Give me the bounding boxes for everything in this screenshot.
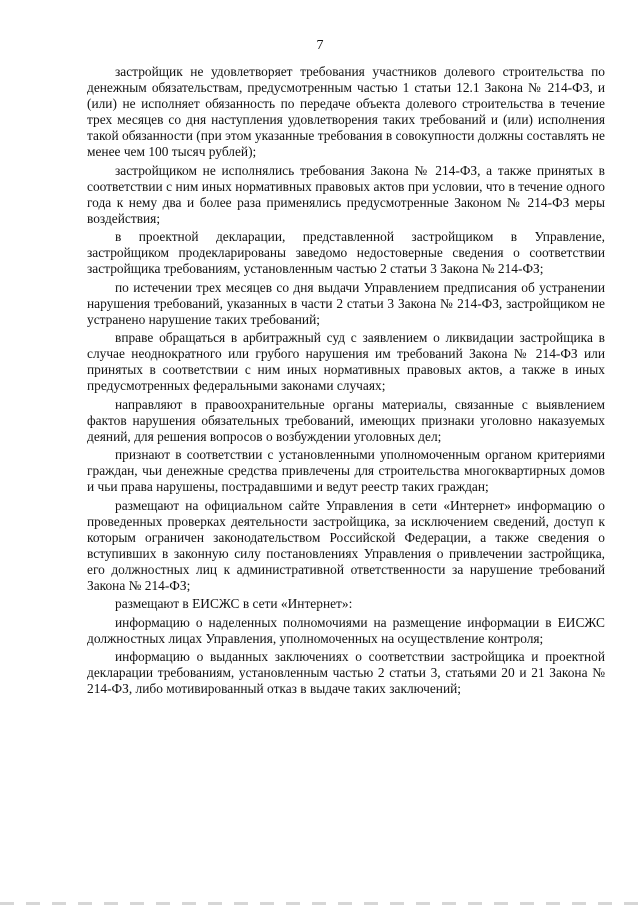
- document-body: [87, 64, 605, 700]
- paragraph-8: размещают на официальном сайте Управления в сети «Интернет» информацию о проведенных проверках деятельности застройщика, за исключением сведений, доступ к которым ограничен законодательством Российской Федерации, а также сведения о вступивших в законную силу постановлениях Управления о привлечении застройщика, его должностных лиц к административной ответственности за нарушение требований Закона № 214-ФЗ;: [87, 497, 605, 593]
- paragraph-6: направляют в правоохранительные органы материалы, связанные с выявлением фактов нарушения обязательных требований, имеющих признаки уголовно наказуемых деяний, для решения вопросов о возбуждении уголовных дел;: [87, 396, 605, 444]
- paragraph-10: информацию о наделенных полномочиями на размещение информации в ЕИСЖС должностных лицах Управления, уполномоченных на осуществление контроля;: [87, 614, 605, 646]
- page-number: 7: [316, 38, 324, 53]
- paragraph-11: информацию о выданных заключениях о соответствии застройщика и проектной декларации требованиям, установленным частью 2 статьи 3, статьями 20 и 21 Закона № 214-ФЗ, либо мотивированный отказ в выдаче таких заключений;: [87, 649, 605, 696]
- paragraph-9: размещают в ЕИСЖС в сети «Интернет»:: [115, 596, 353, 611]
- paragraph-5: вправе обращаться в арбитражный суд с заявлением о ликвидации застройщика в случае неоднократного или грубого нарушения им требований Закона № 214-ФЗ или принятых в соответствии с ним иных нормативных правовых актов, а также в иных предусмотренных федеральными законами случаях;: [87, 330, 605, 393]
- paragraph-7: признают в соответствии с установленными уполномоченным органом критериями граждан, чьи денежные средства привлечены для строительства многоквартирных домов и чьи права нарушены, пострадавшими и ведут реестр таких граждан;: [87, 447, 605, 494]
- paragraph-2: застройщиком не исполнялись требования Закона № 214-ФЗ, а также принятых в соответствии с ним иных нормативных правовых актов при условии, что в течение одного года к нему два и более раза применялись предусмотренные Законом № 214-ФЗ меры воздействия;: [87, 162, 605, 226]
- paragraph-3: в проектной декларации, представленной застройщиком в Управление, застройщиком продекларированы заведомо недостоверные сведения о соответствии застройщика требованиям, установленным частью 2 статьи 3 Закона № 214-ФЗ;: [87, 229, 605, 276]
- paragraph-1: застройщик не удовлетворяет требования участников долевого строительства по денежным обязательствам, предусмотренным частью 1 статьи 12.1 Закона № 214-ФЗ, и (или) не исполняет обязанность по передаче объекта долевого строительства в течение трех месяцев со дня наступления удовлетворения таких требований и (или) исполнения такой обязанности (при этом указанные требования в совокупности должны составлять не менее чем 100 тысяч рублей);: [87, 64, 605, 159]
- paragraph-4: по истечении трех месяцев со дня выдачи Управлением предписания об устранении нарушения требований, указанных в части 2 статьи 3 Закона № 214-ФЗ, застройщиком не устранено нарушение таких требований;: [87, 279, 605, 327]
